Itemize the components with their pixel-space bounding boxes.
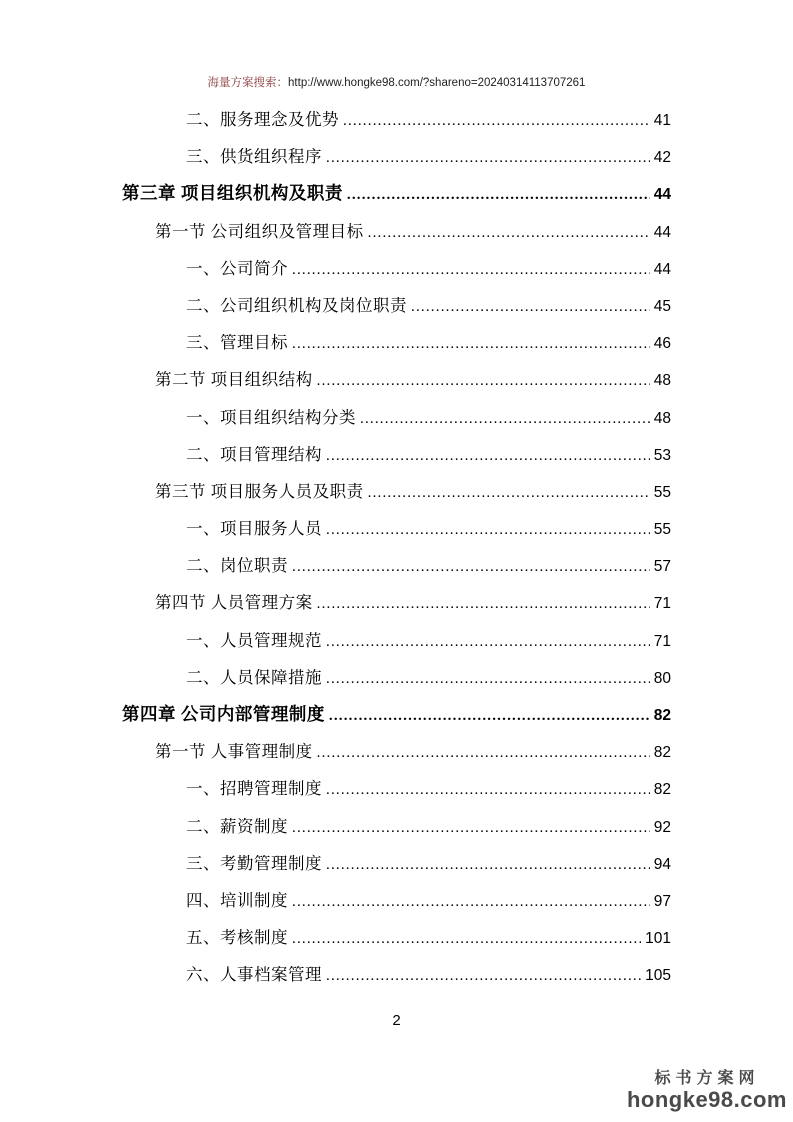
toc-entry-page: 57 bbox=[653, 558, 671, 576]
toc-entry-title: 一、项目服务人员 bbox=[186, 519, 322, 539]
toc-entry bbox=[186, 627, 671, 664]
toc-entry-page: 55 bbox=[653, 483, 671, 501]
toc-leader-dots bbox=[317, 745, 650, 762]
toc-leader-dots bbox=[329, 708, 650, 725]
toc-leader-dots bbox=[326, 782, 650, 799]
toc-entry bbox=[186, 887, 671, 924]
toc-entry-title: 第二节 项目组织结构 bbox=[155, 370, 313, 390]
toc-leader-dots bbox=[292, 336, 650, 353]
toc-entry-title: 二、公司组织机构及岗位职责 bbox=[186, 295, 407, 315]
toc-leader-dots bbox=[317, 373, 650, 390]
toc-entry-title: 三、管理目标 bbox=[186, 333, 288, 353]
toc-entry-title: 二、岗位职责 bbox=[186, 556, 288, 576]
toc-leader-dots bbox=[326, 448, 650, 465]
toc-entry-page: 46 bbox=[653, 335, 671, 353]
toc-entry-title: 第四节 人员管理方案 bbox=[155, 593, 313, 613]
toc-entry-title: 第四章 公司内部管理制度 bbox=[122, 704, 325, 724]
toc-entry-title: 三、考勤管理制度 bbox=[186, 853, 322, 873]
toc-entry-title: 二、薪资制度 bbox=[186, 816, 288, 836]
toc-leader-dots bbox=[343, 113, 650, 130]
toc-entry-page: 71 bbox=[653, 632, 671, 650]
toc-entry-page: 82 bbox=[653, 781, 671, 799]
toc-entry-page: 44 bbox=[653, 186, 671, 204]
toc-entry-page: 48 bbox=[653, 409, 671, 427]
toc-entry-page: 105 bbox=[645, 967, 671, 985]
toc-entry-title: 第一节 人事管理制度 bbox=[155, 742, 313, 762]
toc-entry bbox=[186, 552, 671, 589]
toc-entry-page: 82 bbox=[653, 744, 671, 762]
toc-entry-title: 第三节 项目服务人员及职责 bbox=[155, 481, 364, 501]
toc-entry bbox=[186, 850, 671, 887]
toc-entry-page: 101 bbox=[645, 930, 671, 948]
toc-entry bbox=[122, 180, 671, 217]
toc-entry-title: 第三章 项目组织机构及职责 bbox=[122, 183, 343, 204]
toc-entry-page: 71 bbox=[653, 595, 671, 613]
toc-leader-dots bbox=[317, 596, 650, 613]
toc-entry bbox=[155, 589, 671, 626]
toc-entry-title: 三、供货组织程序 bbox=[186, 147, 322, 167]
toc-entry bbox=[186, 515, 671, 552]
toc-entry-page: 97 bbox=[653, 892, 671, 910]
toc-leader-dots bbox=[411, 299, 650, 316]
toc-entry-page: 80 bbox=[653, 669, 671, 687]
toc-leader-dots bbox=[292, 820, 650, 837]
toc-entry-page: 82 bbox=[653, 707, 671, 724]
toc-leader-dots bbox=[292, 931, 641, 948]
toc-entry bbox=[186, 404, 671, 441]
toc-entry bbox=[186, 775, 671, 812]
toc-leader-dots bbox=[326, 150, 650, 167]
page-header bbox=[0, 74, 793, 90]
toc-entry-title: 六、人事档案管理 bbox=[186, 965, 322, 985]
toc-leader-dots bbox=[326, 522, 650, 539]
toc-leader-dots bbox=[292, 559, 650, 576]
toc-entry-title: 一、招聘管理制度 bbox=[186, 779, 322, 799]
toc-entry bbox=[186, 106, 671, 143]
page-number: 2 bbox=[392, 1012, 401, 1029]
toc-entry-title: 一、人员管理规范 bbox=[186, 630, 322, 650]
toc-entry bbox=[186, 924, 671, 961]
watermark-site-name: 标书方案网 bbox=[654, 1070, 760, 1088]
toc-leader-dots bbox=[368, 485, 650, 502]
toc-entry bbox=[155, 478, 671, 515]
header-share-url: http://www.hongke98.com/?shareno=20240314113707261 bbox=[288, 77, 586, 89]
toc-leader-dots bbox=[360, 411, 650, 428]
header-search-label: 海量方案搜索： bbox=[207, 77, 289, 89]
toc-entry bbox=[186, 292, 671, 329]
toc-entry-title: 第一节 公司组织及管理目标 bbox=[155, 221, 364, 241]
toc-leader-dots bbox=[326, 968, 641, 985]
toc-entry-page: 94 bbox=[653, 855, 671, 873]
toc-leader-dots bbox=[292, 262, 650, 279]
toc-leader-dots bbox=[368, 225, 650, 242]
toc-entry-title: 二、人员保障措施 bbox=[186, 667, 322, 687]
toc-entry-title: 五、考核制度 bbox=[186, 928, 288, 948]
toc-entry bbox=[122, 701, 671, 738]
toc-leader-dots bbox=[292, 894, 650, 911]
toc-entry-page: 53 bbox=[653, 446, 671, 464]
toc-entry-page: 45 bbox=[653, 297, 671, 315]
toc-leader-dots bbox=[347, 187, 650, 204]
toc-entry bbox=[155, 218, 671, 255]
watermark-site-domain: hongke98.com bbox=[626, 1086, 787, 1112]
toc-entry bbox=[186, 329, 671, 366]
toc-entry-page: 44 bbox=[653, 260, 671, 278]
toc-entry-page: 41 bbox=[653, 112, 671, 129]
toc-entry-page: 55 bbox=[653, 521, 671, 539]
toc-entry bbox=[155, 366, 671, 403]
toc-entry bbox=[155, 738, 671, 775]
toc-entry-page: 42 bbox=[653, 149, 671, 167]
site-watermark bbox=[627, 1070, 787, 1112]
toc-entry-title: 四、培训制度 bbox=[186, 890, 288, 910]
toc-leader-dots bbox=[326, 671, 650, 688]
toc-entry bbox=[186, 255, 671, 292]
toc-leader-dots bbox=[326, 857, 650, 874]
toc-entry bbox=[186, 813, 671, 850]
toc-entry bbox=[186, 664, 671, 701]
toc-list bbox=[122, 106, 671, 999]
toc-entry-page: 44 bbox=[653, 223, 671, 241]
toc-entry-title: 一、公司简介 bbox=[186, 258, 288, 278]
toc-entry bbox=[186, 961, 671, 998]
toc-entry-title: 一、项目组织结构分类 bbox=[186, 407, 356, 427]
toc-entry-title: 二、服务理念及优势 bbox=[186, 110, 339, 129]
toc-entry bbox=[186, 441, 671, 478]
toc-entry bbox=[186, 143, 671, 180]
toc-entry-page: 92 bbox=[653, 818, 671, 836]
toc-entry-page: 48 bbox=[653, 372, 671, 390]
toc-entry-title: 二、项目管理结构 bbox=[186, 444, 322, 464]
toc-leader-dots bbox=[326, 634, 650, 651]
